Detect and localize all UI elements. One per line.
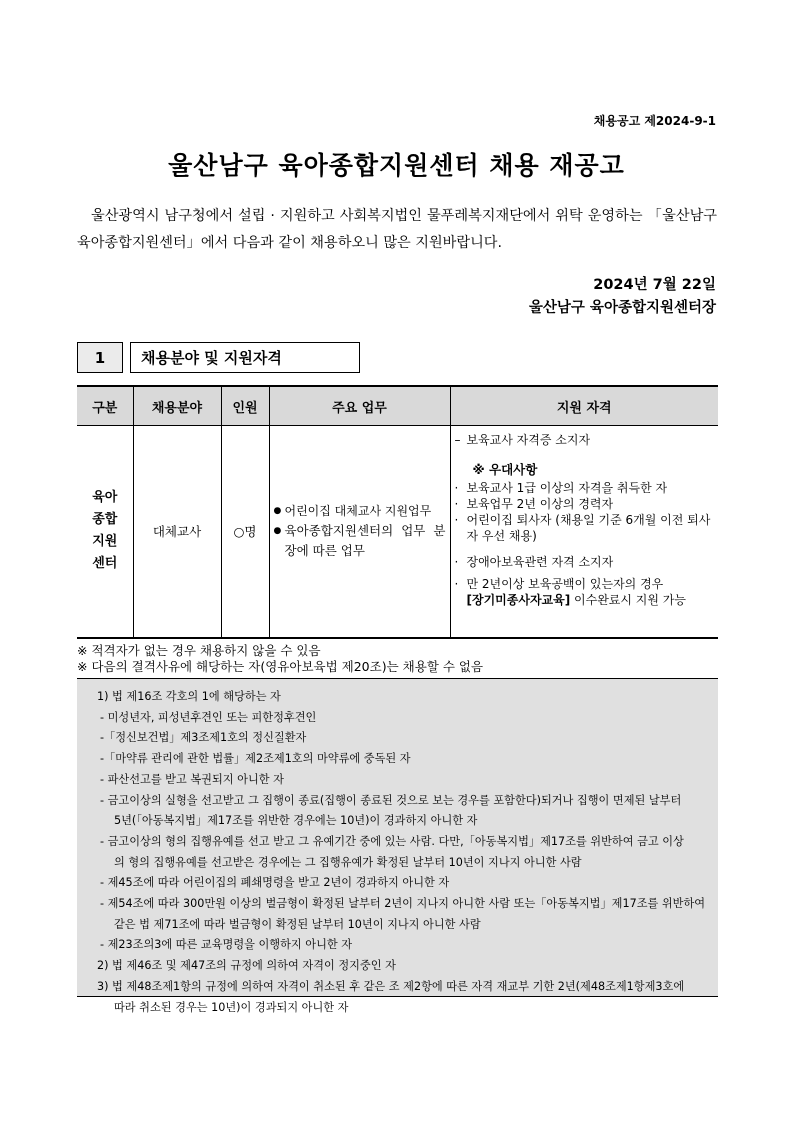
qualification-extra-continued: [장기미종사자교육] 이수완료시 지원 가능: [466, 593, 686, 607]
list-item: 따라 취소된 경우는 10년)이 경과되지 아니한 자: [114, 1000, 349, 1014]
qualification-extra: · 만 2년이상 보육공백이 있는자의 경우: [454, 577, 664, 591]
table-header-row: [77, 386, 718, 426]
list-item: - 미성년자, 피성년후견인 또는 피한정후견인: [100, 710, 317, 724]
list-item: 같은 법 제71조에 따라 벌금형이 확정된 날부터 10년이 지나지 아니한 사람: [114, 917, 481, 931]
signer: 울산남구 육아종합지원센터장: [528, 300, 716, 316]
header-duties: 주요 업무: [269, 386, 450, 426]
disqualification-box: [77, 678, 718, 1014]
preference-item: · 어린이집 퇴사자 (채용일 기준 6개월 이전 퇴사자 우선 채용): [454, 513, 711, 543]
list-item: - 금고이상의 형의 집행유예를 선고 받고 그 유예기간 중에 있는 사람. 다만,「아동복지법」제17조를 위반하여 금고 이상: [100, 834, 684, 848]
duty-item: ● 육아종합지원센터의 업무 분장에 따른 업무: [273, 523, 446, 559]
list-item: - 제54조에 따라 300만원 이상의 벌금형이 확정된 날부터 2년이 지나지 아니한 사람 또는「아동복지법」제17조를 위반하여: [100, 897, 706, 911]
preference-item: · 보육교사 1급 이상의 자격을 취득한 자: [454, 481, 668, 495]
section-number: 1: [77, 342, 123, 373]
page-title: 울산남구 육아종합지원센터 채용 재공고: [168, 151, 625, 180]
qualification-main: – 보육교사 자격증 소지자: [454, 433, 591, 447]
duties-cell: [269, 426, 450, 638]
header-count: 인원: [221, 386, 269, 426]
list-item: 2) 법 제46조 및 제47조의 규정에 의하여 자격이 정지중인 자: [97, 959, 396, 973]
list-item: - 제45조에 따라 어린이집의 폐쇄명령을 받고 2년이 경과하지 아니한 자: [100, 876, 450, 890]
intro-paragraph: [77, 203, 717, 257]
notes: [77, 643, 483, 675]
list-item: 의 형의 집행유예를 선고받은 경우에는 그 집행유예가 확정된 날부터 10년이 지나지 아니한 사람: [114, 855, 582, 869]
count-cell: ○명: [221, 426, 269, 638]
division-cell: 육아 종합 지원 센터: [77, 426, 133, 638]
list-item: -「마약류 관리에 관한 법률」제2조제1호의 마약류에 중독된 자: [100, 752, 411, 766]
preference-item: · 보육업무 2년 이상의 경력자: [454, 497, 614, 511]
header-qualifications: 지원 자격: [450, 386, 718, 426]
qualifications-cell: [450, 426, 718, 638]
list-item: -「정신보건법」제3조제1호의 정신질환자: [100, 731, 307, 745]
list-item: 1) 법 제16조 각호의 1에 해당하는 자: [97, 690, 281, 703]
list-item: 5년(「아동복지법」제17조를 위반한 경우에는 10년)이 경과하지 아니한 자: [114, 814, 478, 828]
preferences-title: ※ 우대사항: [472, 462, 538, 477]
intro-text: 울산광역시 남구청에서 설립 · 지원하고 사회복지법인 물푸레복지재단에서 위탁 운영하는 「울산남구 육아종합지원센터」에서 다음과 같이 채용하오니 많은 지원바랍니다.: [77, 208, 717, 251]
notice-date: 2024년 7월 22일: [593, 277, 716, 293]
list-item: - 금고이상의 실형을 선고받고 그 집행이 종료(집행이 종료된 것으로 보는 경우를 포함한다)되거나 집행이 면제된 날부터: [100, 793, 682, 807]
qualification-extra: · 장애아보육관련 자격 소지자: [454, 555, 614, 569]
header-field: 채용분야: [133, 386, 221, 426]
note-item: ※ 다음의 결격사유에 해당하는 자(영유아보육법 제20조)는 채용할 수 없음: [77, 659, 484, 674]
table-row: [77, 426, 718, 638]
header-division: 구분: [77, 386, 133, 426]
list-item: 3) 법 제48조제1항의 규정에 의하여 자격이 취소된 후 같은 조 제2항에 따른 자격 재교부 기한 2년(제48조제1항제3호에: [97, 979, 685, 993]
field-cell: 대체교사: [133, 426, 221, 638]
list-item: - 파산선고를 받고 복권되지 아니한 자: [100, 772, 284, 786]
note-item: ※ 적격자가 없는 경우 채용하지 않을 수 있음: [77, 643, 321, 658]
recruitment-table: [77, 385, 718, 639]
notice-number: 채용공고 제2024-9-1: [593, 114, 716, 128]
duty-item: ● 어린이집 대체교사 지원업무: [273, 504, 432, 519]
list-item: - 제23조의3에 따른 교육명령을 이행하지 아니한 자: [100, 938, 353, 952]
section-title: 채용분야 및 지원자격: [130, 342, 360, 373]
